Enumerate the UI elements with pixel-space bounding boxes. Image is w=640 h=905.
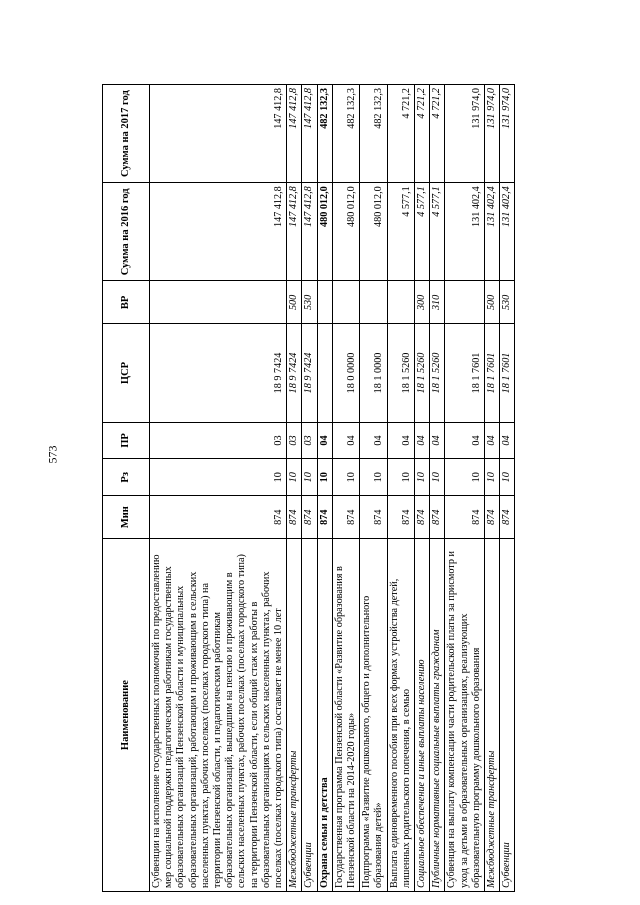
table-cell-vr — [387, 281, 414, 324]
table-cell-sum-2017: 131 974,0 — [500, 85, 515, 183]
table-cell-pr: 04 — [360, 422, 387, 459]
table-cell-min: 874 — [150, 496, 287, 539]
table-row — [287, 85, 302, 892]
table-row — [500, 85, 515, 892]
table-row — [332, 85, 359, 892]
table-cell-vr: 530 — [500, 281, 515, 324]
header-rz: Рз — [103, 459, 150, 496]
table-cell-name: Субвенции — [500, 539, 515, 892]
table-cell-sum-2017: 4 721,2 — [430, 85, 445, 183]
table-cell-sum-2017: 147 412,8 — [302, 85, 317, 183]
table-cell-pr: 03 — [150, 422, 287, 459]
table-cell-csr: 18 1 0000 — [360, 324, 387, 422]
table-cell-sum-2017: 4 721,2 — [387, 85, 414, 183]
table-cell-pr: 04 — [332, 422, 359, 459]
table-row — [387, 85, 414, 892]
table-cell-min: 874 — [485, 496, 500, 539]
table-cell-name: Субвенция на выплату компенсации части родительской платы за присмотр и уход за детьми в образовательных организациях, реализующих образовательную программу дошкольного образования — [445, 539, 485, 892]
table-cell-rz: 10 — [302, 459, 317, 496]
table-row — [485, 85, 500, 892]
table-cell-csr — [317, 324, 332, 422]
header-vr: ВР — [103, 281, 150, 324]
table-cell-sum-2016: 480 012,0 — [332, 183, 359, 281]
table-row — [150, 85, 287, 892]
table-cell-min: 874 — [317, 496, 332, 539]
table-cell-sum-2017: 131 974,0 — [445, 85, 485, 183]
table-cell-min: 874 — [360, 496, 387, 539]
table-cell-vr: 530 — [302, 281, 317, 324]
table-cell-name: Государственная программа Пензенской области «Развитие образования в Пензенской области на 2014-2020 годы» — [332, 539, 359, 892]
table-cell-vr: 310 — [430, 281, 445, 324]
table-row — [415, 85, 430, 892]
table-cell-rz: 10 — [415, 459, 430, 496]
table-cell-name: Межбюджетные трансферты — [287, 539, 302, 892]
table-cell-pr: 04 — [317, 422, 332, 459]
table-cell-min: 874 — [387, 496, 414, 539]
table-cell-csr: 18 1 7601 — [500, 324, 515, 422]
table-cell-sum-2017: 482 132,3 — [360, 85, 387, 183]
table-cell-pr: 04 — [445, 422, 485, 459]
table-row — [360, 85, 387, 892]
table-cell-vr — [317, 281, 332, 324]
table-cell-min: 874 — [430, 496, 445, 539]
table-cell-sum-2016: 131 402,4 — [445, 183, 485, 281]
header-sum-2017: Сумма на 2017 год — [103, 85, 150, 183]
table-cell-rz: 10 — [150, 459, 287, 496]
table-cell-name: Охрана семьи и детства — [317, 539, 332, 892]
table-cell-pr: 03 — [302, 422, 317, 459]
table-cell-vr: 300 — [415, 281, 430, 324]
table-cell-min: 874 — [415, 496, 430, 539]
table-cell-name: Публичные нормативные социальные выплаты гражданам — [430, 539, 445, 892]
table-cell-rz: 10 — [332, 459, 359, 496]
table-cell-sum-2016: 4 577,1 — [387, 183, 414, 281]
table-cell-sum-2016: 131 402,4 — [485, 183, 500, 281]
table-cell-sum-2016: 4 577,1 — [430, 183, 445, 281]
header-row — [103, 85, 150, 892]
table-cell-sum-2017: 482 132,3 — [317, 85, 332, 183]
table-cell-min: 874 — [445, 496, 485, 539]
table-cell-name: Социальное обеспечение и иные выплаты населению — [415, 539, 430, 892]
table-cell-sum-2017: 131 974,0 — [485, 85, 500, 183]
table-cell-vr: 500 — [485, 281, 500, 324]
table-cell-name: Подпрограмма «Развитие дошкольного, общего и дополнительного образования детей» — [360, 539, 387, 892]
table-cell-vr — [360, 281, 387, 324]
table-cell-csr: 18 1 5260 — [415, 324, 430, 422]
table-cell-name: Межбюджетные трансферты — [485, 539, 500, 892]
table-cell-sum-2016: 147 412,8 — [287, 183, 302, 281]
table-cell-rz: 10 — [445, 459, 485, 496]
table-row — [445, 85, 485, 892]
table-cell-sum-2017: 147 412,8 — [287, 85, 302, 183]
table-cell-csr: 18 9 7424 — [287, 324, 302, 422]
table-cell-min: 874 — [287, 496, 302, 539]
table-cell-sum-2017: 4 721,2 — [415, 85, 430, 183]
table-cell-sum-2016: 147 412,8 — [150, 183, 287, 281]
table-cell-min: 874 — [302, 496, 317, 539]
table-cell-pr: 04 — [387, 422, 414, 459]
header-csr: ЦСР — [103, 324, 150, 422]
table-cell-sum-2017: 147 412,8 — [150, 85, 287, 183]
table-cell-csr: 18 1 7601 — [445, 324, 485, 422]
table-cell-rz: 10 — [430, 459, 445, 496]
table-cell-vr — [332, 281, 359, 324]
rotated-table-container — [102, 84, 540, 892]
table-cell-vr — [150, 281, 287, 324]
table-cell-pr: 04 — [430, 422, 445, 459]
table-cell-sum-2016: 131 402,4 — [500, 183, 515, 281]
table-row — [317, 85, 332, 892]
table-cell-vr: 500 — [287, 281, 302, 324]
table-cell-min: 874 — [500, 496, 515, 539]
table-cell-rz: 10 — [317, 459, 332, 496]
table-cell-rz: 10 — [287, 459, 302, 496]
table-cell-pr: 04 — [415, 422, 430, 459]
table-cell-vr — [445, 281, 485, 324]
table-cell-csr: 18 1 7601 — [485, 324, 500, 422]
table-row — [302, 85, 317, 892]
table-cell-rz: 10 — [360, 459, 387, 496]
table-cell-pr: 04 — [500, 422, 515, 459]
table-cell-sum-2016: 480 012,0 — [317, 183, 332, 281]
table-cell-sum-2016: 4 577,1 — [415, 183, 430, 281]
table-cell-pr: 03 — [287, 422, 302, 459]
table-cell-rz: 10 — [387, 459, 414, 496]
table-cell-pr: 04 — [485, 422, 500, 459]
table-cell-csr: 18 9 7424 — [150, 324, 287, 422]
table-cell-sum-2016: 147 412,8 — [302, 183, 317, 281]
table-cell-min: 874 — [332, 496, 359, 539]
table-cell-csr: 18 0 0000 — [332, 324, 359, 422]
table-cell-csr: 18 1 5260 — [430, 324, 445, 422]
table-cell-sum-2017: 482 132,3 — [332, 85, 359, 183]
header-name: Наименование — [103, 539, 150, 892]
table-cell-csr: 18 1 5260 — [387, 324, 414, 422]
table-row — [430, 85, 445, 892]
header-min: Мин — [103, 496, 150, 539]
page-number: 573 — [45, 445, 60, 464]
header-sum-2016: Сумма на 2016 год — [103, 183, 150, 281]
budget-table — [102, 84, 515, 892]
table-cell-csr: 18 9 7424 — [302, 324, 317, 422]
table-cell-rz: 10 — [485, 459, 500, 496]
table-cell-name: Выплата единовременного пособия при всех формах устройства детей, лишенных родительского попечения, в семью — [387, 539, 414, 892]
header-pr: ПР — [103, 422, 150, 459]
table-cell-name: Субвенции на исполнение государственных полномочий по предоставлению мер социальной поддержки педагогическим работникам государственных образовательных организаций Пензенской области и муниципальных образовательных организаций, работающим и проживающим в сельских населенных пунктах, рабочих поселках (поселках городского типа) на территории Пензенской области, и педагогическим работникам образовательных организаций, вышедшим на пенсию и проживающим в сельских населенных пунктах, рабочих поселках (поселках городского типа) на территории Пензенской области, если общий стаж их работы в образовательных организациях в сельских населенных пунктах, рабочих поселках (поселках городского типа) составляет не менее 10 лет — [150, 539, 287, 892]
table-cell-name: Субвенции — [302, 539, 317, 892]
table-cell-rz: 10 — [500, 459, 515, 496]
table-cell-sum-2016: 480 012,0 — [360, 183, 387, 281]
